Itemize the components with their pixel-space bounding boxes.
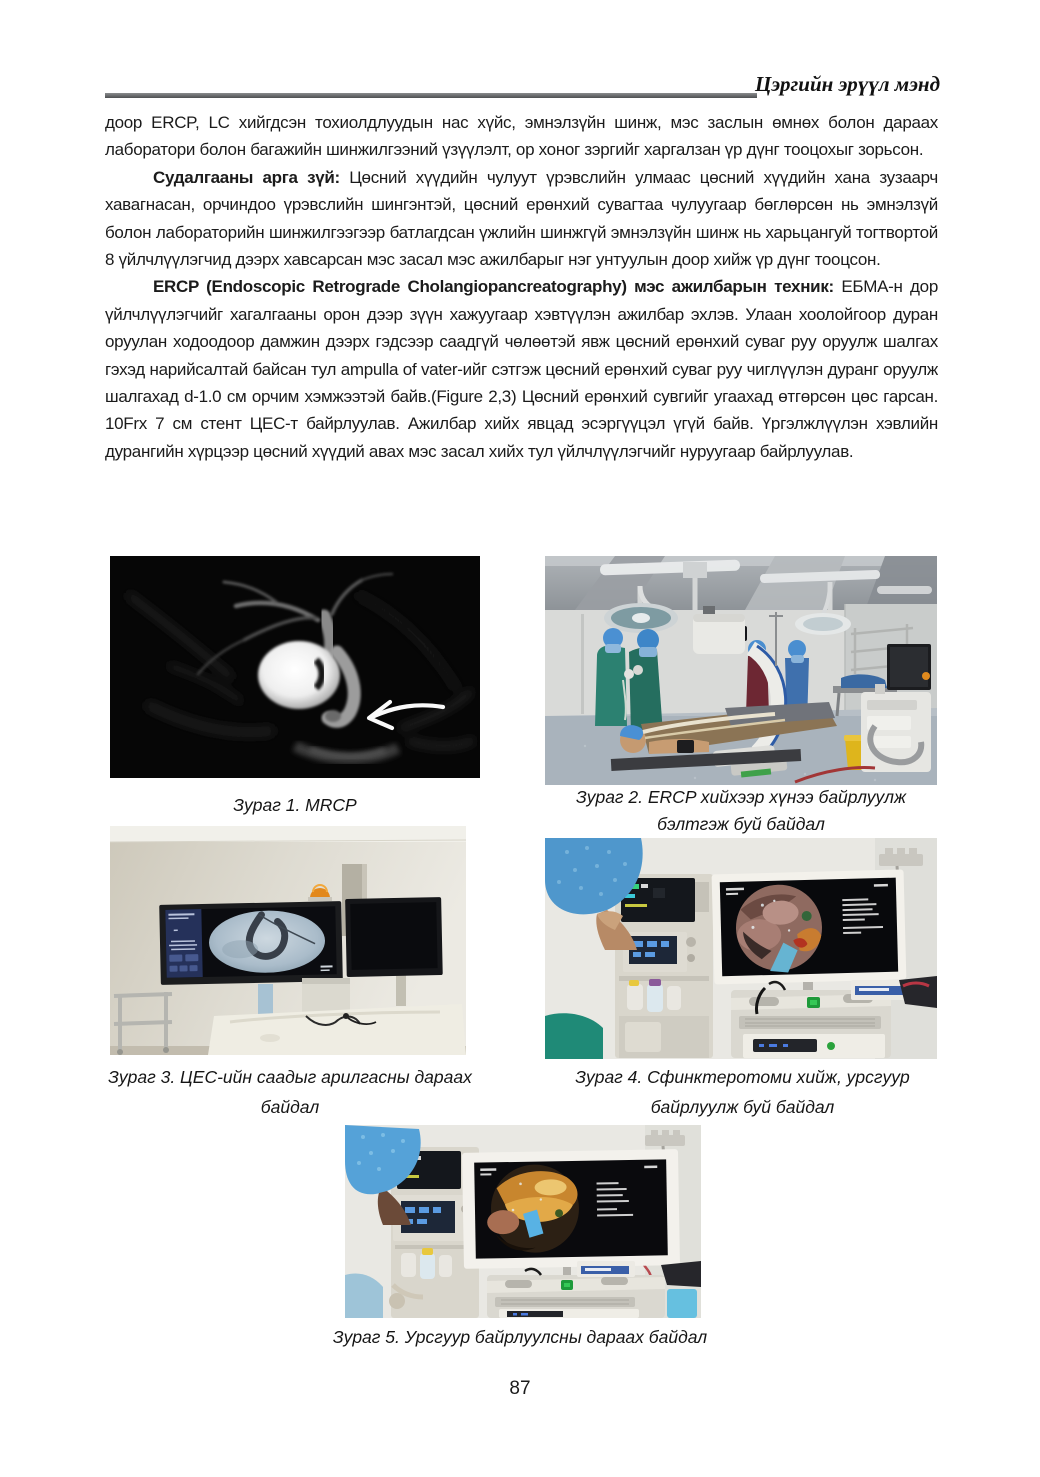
figure-5-caption: Зураг 5. Урсгуур байрлуулсны дараах байдал (332, 1327, 708, 1347)
figure-2-operating-room (545, 556, 937, 785)
fluoroscopy-monitors-photo (110, 826, 466, 1055)
paragraph-results (105, 109, 938, 164)
paragraph-text: ЕБМА-н дор үйлчлүүлэгчийг хагалгааны орон дээр зүүн хажуугаар хэвтүүлэн ажилбар эхлэв. Улаан хоолойгоор дуран оруулан ходоодоор дамжин дээрх гэдсээр саадгүй чөлөөтэй явж цөсний ерөнхий суваг руу оруулж шалгах гэхэд нарийсалтай байсан тул ampulla of vater-ийг сэтгэж цөсний ерөнхий суваг руу чиглүүлэн дуранг оруулж шалгахад d-1.0 см орчим хэмжээтэй байв.(Figure 2,3) Цөсний ерөнхий сувгийг угаахад өтгөрсөн цөс гарсан. 10Frx 7 см стент ЦЕС-т байрлуулав. Ажилбар хийх явцад эсэргүүцэл үгүй байв. Үргэлжлүүлэн хэвлийн дурангийн хүрцээр цөсний хүүдий авах мэс засал хийх тул үйлчлүүлэгчийг нуруугаар байрлуулав. (105, 277, 938, 461)
endoscopy-monitor-2 (462, 1149, 680, 1269)
paragraph-lead: Судалгааны арга зүй: (153, 167, 340, 187)
article-body (105, 109, 938, 465)
endoscopy-cart-2 (487, 1269, 665, 1318)
anesthesia-machine (615, 874, 713, 1058)
figure-1-mrcp (110, 556, 480, 778)
paragraph-ercp-technique (105, 273, 938, 465)
ceiling-bracket (879, 848, 923, 866)
figure-4-caption: Зураг 4. Сфинктеротоми хийж, урсгуур байрлуулж буй байдал (575, 1067, 910, 1117)
figure-2-caption: Зураг 2. ERCP хийхээр хүнээ байрлуулж бэлтгэж буй байдал (575, 787, 907, 834)
figure-1-caption: Зураг 1. MRCP (233, 795, 357, 815)
page-number: 87 (509, 1378, 531, 1399)
ceiling-bracket-2 (645, 1130, 685, 1146)
gallbladder-bright-region (258, 641, 340, 709)
monitor-pair (159, 897, 443, 985)
paragraph-text: доор ERCP, LC хийгдсэн тохиолдлуудын нас хүйс, эмнэлзүйн шинж, мэс заслын өмнөх болон дараах лаборатори болон багажийн шинжилгээний үзүүлэлт, ор хоног зэргийг харгалзан үр дүнг тооцохыг зорьсон. (105, 113, 938, 160)
paragraph-lead: ERCP (Endoscopic Retrograde Cholangiopancreatography) мэс ажилбарын техник: (153, 277, 834, 297)
figure-5-stent-placed (345, 1125, 701, 1318)
header-divider (105, 93, 757, 98)
figure-4-sphincterotomy (545, 838, 937, 1059)
endoscopy-tower-photo-2 (345, 1125, 701, 1318)
journal-title: Цэргийн эрүүл мэнд (755, 72, 940, 96)
figure-3-monitors (110, 826, 466, 1055)
endoscopy-tower-photo (545, 838, 937, 1059)
figure-3-caption: Зураг 3. ЦЕС-ийн саадыг арилгасны дараах байдал (108, 1067, 472, 1117)
blue-bin (667, 1289, 697, 1318)
mrcp-scan-image (110, 556, 480, 778)
paragraph-text: Цөсний хүүдийн чулуут үрэвслийн улмаас цөсний хүүдийн хана зузаарч хавагнасан, орчиндоо үрэвслийн шингэнтэй, цөсний ерөнхий сувагтаа чулуугаар бөглөрсөн нь эмнэлзүй болон лабораторийн шинжилгээгээр батлагдсан үжлийн шинжгүй эмнэлзүйн шинж нь харьцангуй тогтвортой 8 үйлчлүүлэгчид дээрх хавсарсан мэс засал мэс ажилбарыг нэг унтуулын доор хийж үр дүнг тооцсон. (105, 167, 938, 270)
operating-room-photo (545, 556, 937, 785)
endoscopy-monitor (712, 869, 907, 984)
paragraph-methods (105, 164, 938, 274)
